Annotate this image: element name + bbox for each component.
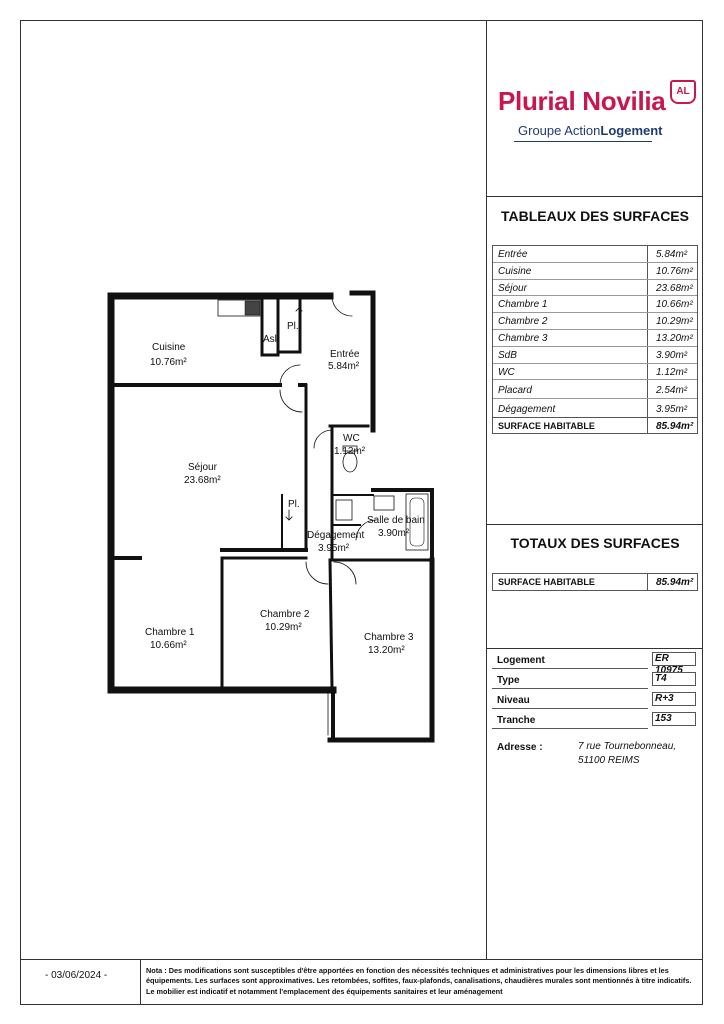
door-swing (332, 296, 352, 316)
row-value: 23.68m² (656, 282, 693, 294)
room-name-chambre3: Chambre 3 (364, 632, 414, 643)
row-value: 13.20m² (656, 332, 693, 344)
document-date: - 03/06/2024 - (45, 970, 108, 981)
sink-icon (374, 496, 394, 510)
room-area-entree: 5.84m² (328, 361, 360, 372)
surfaces-title: TABLEAUX DES SURFACES (501, 208, 689, 224)
room-name-cuisine: Cuisine (152, 342, 186, 353)
placard-label: Pl. (288, 499, 300, 510)
info-label: Niveau (497, 695, 530, 706)
row-label: Cuisine (498, 265, 532, 277)
placard-label: Pl. (287, 321, 299, 332)
info-label: Logement (497, 655, 545, 666)
info-label: Type (497, 675, 520, 686)
room-area-cuisine: 10.76m² (150, 357, 187, 368)
door-swing (280, 365, 300, 385)
row-label: WC (498, 366, 515, 378)
room-area-chambre2: 10.29m² (265, 622, 302, 633)
door-swing (306, 562, 328, 584)
room-area-chambre3: 13.20m² (368, 645, 405, 656)
address-line2: 51100 REIMS (578, 755, 640, 766)
room-name-wc: WC (343, 433, 360, 444)
room-area-chambre1: 10.66m² (150, 640, 187, 651)
room-name-sdb: Salle de bain (367, 515, 425, 526)
room-name-entree: Entrée (330, 349, 360, 360)
group-prefix: Groupe Action (518, 123, 601, 138)
room-area-sdb: 3.90m² (378, 528, 410, 539)
row-label: Chambre 1 (498, 299, 548, 311)
row-value: 1.12m² (656, 366, 688, 378)
total-value: 85.94m² (656, 421, 694, 433)
row-value: 10.76m² (656, 265, 693, 277)
address-label: Adresse : (497, 742, 543, 753)
row-label: Séjour (498, 282, 527, 294)
address-line1: 7 rue Tournebonneau, (578, 741, 677, 752)
info-label: Tranche (497, 715, 536, 726)
row-value: 5.84m² (656, 249, 688, 260)
info-value: ER 10975 (652, 652, 696, 666)
row-value: 10.66m² (656, 299, 693, 311)
row-value: 10.29m² (656, 316, 693, 328)
total-label: SURFACE HABITABLE (498, 421, 595, 432)
door-swing (314, 430, 332, 448)
room-area-degagement: 3.95m² (318, 543, 350, 554)
info-value: 153 (652, 712, 696, 726)
room-name-sejour: Séjour (188, 462, 217, 473)
info-value: R+3 (652, 692, 696, 706)
interior-wall (330, 560, 332, 688)
row-value: 3.90m² (656, 349, 688, 361)
room-area-wc: 1.12m² (334, 446, 366, 457)
brand-logo-text: Plurial Novilia (498, 86, 666, 116)
group-suffix: Logement (600, 123, 663, 138)
row-label: Entrée (498, 249, 528, 260)
row-value: 3.95m² (656, 404, 688, 416)
arrow-down-icon (286, 510, 292, 520)
totals-label: SURFACE HABITABLE (498, 577, 595, 587)
asl-label: Asl. (263, 334, 280, 345)
row-label: Dégagement (498, 404, 556, 416)
room-name-chambre1: Chambre 1 (145, 627, 195, 638)
door-swing (334, 562, 356, 584)
info-value: T4 (652, 672, 696, 686)
room-name-chambre2: Chambre 2 (260, 609, 310, 620)
row-label: Chambre 3 (498, 332, 548, 344)
washer-icon (336, 500, 352, 520)
row-label: Placard (498, 385, 532, 397)
row-label: SdB (498, 349, 517, 361)
totals-value: 85.94m² (656, 577, 694, 588)
door-swing (280, 390, 302, 412)
room-name-degagement: Dégagement (307, 530, 365, 541)
totals-title: TOTAUX DES SURFACES (510, 535, 680, 551)
row-value: 2.54m² (656, 385, 688, 397)
footer-note: Nota : Des modifications sont susceptibles d'être apportées en fonction des nécessités techniques et administratives pour les dimensions libres et les équipements. Les surfaces sont approximatives. Les retombées, soffites, faux-plafonds, canalisations, chaudières murales sont mentionnés à titre indicatifs. Le mobilier est indicatif et notamment l'emplacement des équipements sanitaires et leur aménagement (146, 966, 692, 996)
interior-wall (262, 300, 278, 355)
row-label: Chambre 2 (498, 316, 548, 328)
brand-badge-icon: AL (670, 80, 696, 104)
stove-icon (245, 301, 260, 315)
room-area-sejour: 23.68m² (184, 475, 221, 486)
